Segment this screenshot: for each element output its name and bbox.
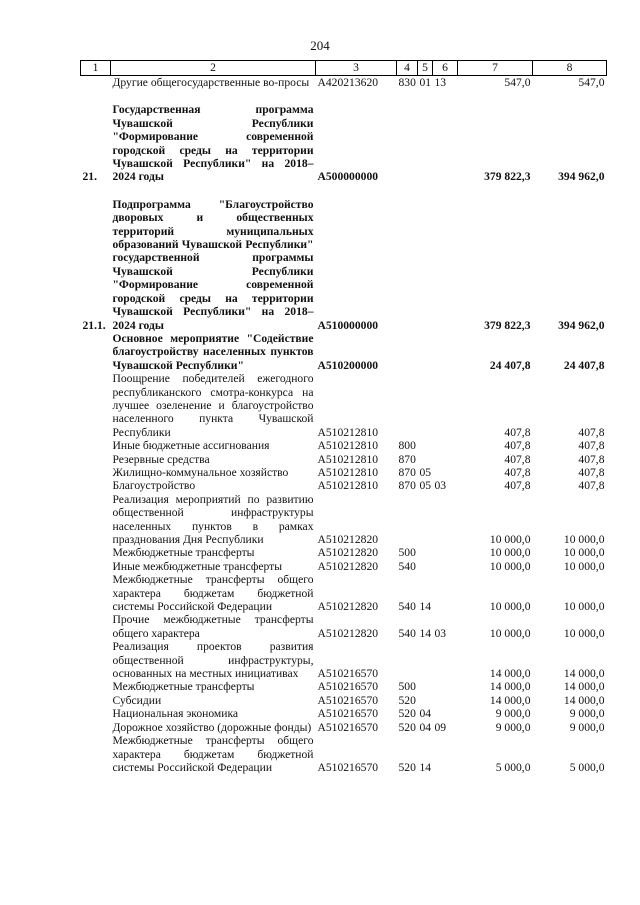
amount-year-1: 407,8 bbox=[504, 479, 531, 493]
row-name: Жилищно-коммунальное хозяйство bbox=[112, 465, 289, 479]
amount-year-2: 24 407,8 bbox=[563, 358, 605, 372]
target-article-code: А510212810 bbox=[317, 439, 379, 453]
subsection-code bbox=[433, 694, 458, 707]
row-number bbox=[81, 707, 111, 720]
row-name: Резервные средства bbox=[112, 452, 210, 466]
expense-type-code bbox=[397, 372, 418, 439]
column-header: 3 bbox=[316, 61, 397, 76]
target-article-code: А510000000 bbox=[317, 318, 379, 332]
column-header: 6 bbox=[433, 61, 458, 76]
target-article-code: А510212810 bbox=[317, 465, 379, 479]
amount-year-1: 10 000,0 bbox=[489, 600, 531, 614]
target-article-code: А510216570 bbox=[317, 707, 379, 721]
amount-year-2: 394 962,0 bbox=[558, 318, 605, 332]
amount-year-2: 14 000,0 bbox=[563, 680, 605, 694]
column-header: 4 bbox=[397, 61, 418, 76]
table-row bbox=[81, 479, 607, 492]
amount-year-2: 14 000,0 bbox=[563, 693, 605, 707]
row-name: Реализация проектов развития общественной инфраструктуры, основанных на местных инициативах bbox=[112, 640, 314, 681]
expense-type-code bbox=[397, 493, 418, 547]
target-article-code: А510212820 bbox=[317, 600, 379, 614]
section-code: 14 bbox=[419, 626, 432, 640]
table-row bbox=[81, 734, 607, 774]
subsection-code: 03 bbox=[434, 479, 447, 493]
row-name: Иные межбюджетные трансферты bbox=[112, 559, 283, 573]
section-code: 05 bbox=[419, 479, 432, 493]
amount-year-1: 5 000,0 bbox=[495, 760, 531, 774]
row-number bbox=[81, 721, 111, 734]
expense-type-code: 500 bbox=[398, 546, 416, 560]
target-article-code: А510212810 bbox=[317, 479, 379, 493]
amount-year-1: 547,0 bbox=[504, 76, 531, 89]
amount-year-1: 407,8 bbox=[504, 452, 531, 466]
section-code bbox=[418, 103, 433, 183]
row-number bbox=[81, 546, 111, 559]
target-article-code: А510216570 bbox=[317, 667, 379, 681]
row-name: Национальная экономика bbox=[112, 707, 239, 721]
amount-year-1: 407,8 bbox=[504, 425, 531, 439]
expense-type-code: 520 bbox=[398, 760, 416, 774]
section-code bbox=[418, 453, 433, 466]
section-code bbox=[418, 560, 433, 573]
section-code bbox=[418, 372, 433, 439]
subsection-code bbox=[433, 640, 458, 680]
subsection-code bbox=[433, 332, 458, 372]
row-number bbox=[81, 613, 111, 640]
section-code bbox=[418, 680, 433, 693]
row-name: Основное мероприятие "Содействие благоустройству населенных пунктов Чувашской Республики" bbox=[112, 331, 314, 372]
expense-type-code: 540 bbox=[398, 559, 416, 573]
amount-year-1: 14 000,0 bbox=[489, 680, 531, 694]
subsection-code bbox=[433, 466, 458, 479]
amount-year-2: 10 000,0 bbox=[563, 546, 605, 560]
section-code: 04 bbox=[419, 707, 432, 721]
amount-year-2: 407,8 bbox=[578, 439, 605, 453]
expense-type-code: 870 bbox=[398, 452, 416, 466]
expense-type-code: 520 bbox=[398, 720, 416, 734]
subsection-code bbox=[433, 453, 458, 466]
section-code bbox=[418, 546, 433, 559]
row-name: Межбюджетные трансферты общего характера бюджетам бюджетной системы Российской Федерации bbox=[112, 573, 314, 614]
section-code bbox=[418, 332, 433, 372]
spacer-row bbox=[81, 184, 607, 198]
row-number bbox=[81, 332, 111, 372]
table-row bbox=[81, 198, 607, 332]
expense-type-code: 830 bbox=[398, 76, 416, 89]
row-number bbox=[81, 680, 111, 693]
amount-year-1: 407,8 bbox=[504, 439, 531, 453]
row-name: Поощрение победителей ежегодного республиканского смотра-конкурса на лучшее озеленение и благоустройство населенного пункта Чувашской Республики bbox=[112, 372, 314, 439]
target-article-code: А510216570 bbox=[317, 680, 379, 694]
spacer-cell bbox=[81, 184, 607, 198]
amount-year-1: 10 000,0 bbox=[489, 546, 531, 560]
amount-year-2: 394 962,0 bbox=[558, 170, 605, 184]
expense-type-code: 520 bbox=[398, 693, 416, 707]
row-name: Другие общегосударственные во-просы bbox=[112, 76, 310, 89]
target-article-code: А500000000 bbox=[317, 170, 379, 184]
row-number bbox=[81, 694, 111, 707]
row-number bbox=[81, 76, 111, 90]
amount-year-2: 10 000,0 bbox=[563, 600, 605, 614]
section-code: 04 bbox=[419, 720, 432, 734]
amount-year-2: 547,0 bbox=[578, 76, 605, 89]
table-row bbox=[81, 372, 607, 439]
subsection-code: 13 bbox=[434, 76, 447, 89]
target-article-code: А510212820 bbox=[317, 559, 379, 573]
row-number: 21. bbox=[82, 170, 97, 184]
row-name: Подпрограмма "Благоустройство дворовых и общественных территорий муниципальных образований Чувашской Республики" государственной программы Чувашской Республики "Формирование современной городской среды на территории Чувашской Республики" на 2018–2024 годы bbox=[112, 197, 314, 332]
target-article-code: А510212810 bbox=[317, 452, 379, 466]
expense-type-code: 540 bbox=[398, 626, 416, 640]
row-name: Межбюджетные трансферты общего характера бюджетам бюджетной системы Российской Федерации bbox=[112, 734, 314, 774]
column-header: 2 bbox=[111, 61, 316, 76]
expense-type-code: 870 bbox=[398, 465, 416, 479]
target-article-code: А510216570 bbox=[317, 720, 379, 734]
expense-type-code bbox=[397, 332, 418, 372]
table-row bbox=[81, 546, 607, 559]
table-body bbox=[81, 76, 607, 775]
table-row bbox=[81, 680, 607, 693]
table-row bbox=[81, 76, 607, 90]
amount-year-2: 10 000,0 bbox=[563, 533, 605, 546]
subsection-code: 09 bbox=[434, 720, 447, 734]
target-article-code: А510212820 bbox=[317, 626, 379, 640]
row-number bbox=[81, 493, 111, 547]
row-number bbox=[81, 734, 111, 774]
subsection-code bbox=[433, 734, 458, 774]
target-article-code: А510216570 bbox=[317, 760, 379, 774]
expense-type-code: 500 bbox=[398, 680, 416, 694]
table-row bbox=[81, 439, 607, 452]
target-article-code: А420213620 bbox=[317, 76, 379, 89]
amount-year-2: 9 000,0 bbox=[569, 707, 605, 721]
spacer-row bbox=[81, 89, 607, 103]
column-header: 8 bbox=[533, 61, 607, 76]
target-article-code: А510216570 bbox=[317, 693, 379, 707]
table-row bbox=[81, 493, 607, 547]
table-row bbox=[81, 332, 607, 372]
row-number bbox=[81, 573, 111, 613]
table-row bbox=[81, 694, 607, 707]
row-name: Межбюджетные трансферты bbox=[112, 680, 255, 694]
amount-year-2: 10 000,0 bbox=[563, 626, 605, 640]
target-article-code: А510212820 bbox=[317, 533, 379, 546]
expense-type-code bbox=[397, 198, 418, 332]
subsection-code bbox=[433, 198, 458, 332]
amount-year-1: 10 000,0 bbox=[489, 533, 531, 546]
amount-year-1: 10 000,0 bbox=[489, 559, 531, 573]
table-row bbox=[81, 613, 607, 640]
amount-year-2: 407,8 bbox=[578, 425, 605, 439]
row-number bbox=[81, 453, 111, 466]
section-code bbox=[418, 198, 433, 332]
expense-type-code: 540 bbox=[398, 600, 416, 614]
row-name: Государственная программа Чувашской Республики "Формирование современной городской среды на территории Чувашской Республики" на 2018–2024 годы bbox=[112, 103, 314, 184]
amount-year-2: 407,8 bbox=[578, 452, 605, 466]
amount-year-1: 10 000,0 bbox=[489, 626, 531, 640]
amount-year-1: 14 000,0 bbox=[489, 667, 531, 681]
expense-type-code bbox=[397, 103, 418, 183]
subsection-code bbox=[433, 103, 458, 183]
amount-year-2: 14 000,0 bbox=[563, 667, 605, 681]
row-number: 21.1. bbox=[82, 318, 106, 332]
column-header: 5 bbox=[418, 61, 433, 76]
row-name: Дорожное хозяйство (дорожные фонды) bbox=[112, 720, 312, 734]
amount-year-1: 24 407,8 bbox=[489, 358, 531, 372]
page-number: 204 bbox=[310, 38, 330, 53]
row-name: Реализация мероприятий по развитию общественной инфраструктуры населенных пунктов в рамках празднования Дня Республики bbox=[112, 492, 314, 546]
section-code bbox=[418, 694, 433, 707]
expense-type-code: 800 bbox=[398, 439, 416, 453]
amount-year-1: 14 000,0 bbox=[489, 693, 531, 707]
section-code bbox=[418, 493, 433, 547]
amount-year-1: 9 000,0 bbox=[495, 707, 531, 721]
table-row bbox=[81, 453, 607, 466]
table-row bbox=[81, 707, 607, 720]
section-code: 01 bbox=[419, 76, 432, 89]
amount-year-1: 407,8 bbox=[504, 465, 531, 479]
budget-table bbox=[80, 60, 607, 774]
section-code: 14 bbox=[419, 600, 432, 614]
row-number bbox=[81, 439, 111, 452]
target-article-code: А510212810 bbox=[317, 425, 379, 439]
column-header: 1 bbox=[81, 61, 111, 76]
subsection-code bbox=[433, 372, 458, 439]
subsection-code bbox=[433, 707, 458, 720]
amount-year-2: 5 000,0 bbox=[569, 760, 605, 774]
table-row bbox=[81, 721, 607, 734]
target-article-code: А510200000 bbox=[317, 358, 379, 372]
section-code bbox=[418, 640, 433, 680]
spacer-cell bbox=[81, 89, 607, 103]
subsection-code bbox=[433, 573, 458, 613]
section-code bbox=[418, 439, 433, 452]
amount-year-2: 10 000,0 bbox=[563, 559, 605, 573]
subsection-code: 03 bbox=[434, 626, 447, 640]
row-name: Межбюджетные трансферты bbox=[112, 546, 255, 560]
row-number bbox=[81, 640, 111, 680]
section-code: 05 bbox=[419, 465, 432, 479]
amount-year-1: 379 822,3 bbox=[484, 318, 531, 332]
subsection-code bbox=[433, 439, 458, 452]
table-row bbox=[81, 560, 607, 573]
target-article-code: А510212820 bbox=[317, 546, 379, 560]
table-row bbox=[81, 466, 607, 479]
row-name: Прочие межбюджетные трансферты общего характера bbox=[112, 613, 314, 640]
table-row bbox=[81, 573, 607, 613]
expense-type-code bbox=[397, 640, 418, 680]
subsection-code bbox=[433, 546, 458, 559]
row-number bbox=[81, 560, 111, 573]
row-name: Благоустройство bbox=[112, 479, 196, 493]
amount-year-2: 407,8 bbox=[578, 465, 605, 479]
table-row bbox=[81, 640, 607, 680]
expense-type-code: 520 bbox=[398, 707, 416, 721]
subsection-code bbox=[433, 560, 458, 573]
table-row bbox=[81, 103, 607, 183]
amount-year-1: 9 000,0 bbox=[495, 720, 531, 734]
row-number bbox=[81, 479, 111, 492]
row-name: Субсидии bbox=[112, 693, 162, 707]
row-number bbox=[81, 372, 111, 439]
amount-year-1: 379 822,3 bbox=[484, 170, 531, 184]
row-number bbox=[81, 466, 111, 479]
subsection-code bbox=[433, 493, 458, 547]
amount-year-2: 9 000,0 bbox=[569, 720, 605, 734]
section-code: 14 bbox=[419, 760, 432, 774]
column-number-row bbox=[81, 61, 607, 76]
column-header: 7 bbox=[458, 61, 533, 76]
amount-year-2: 407,8 bbox=[578, 479, 605, 493]
subsection-code bbox=[433, 680, 458, 693]
expense-type-code: 870 bbox=[398, 479, 416, 493]
row-name: Иные бюджетные ассигнования bbox=[112, 439, 270, 453]
